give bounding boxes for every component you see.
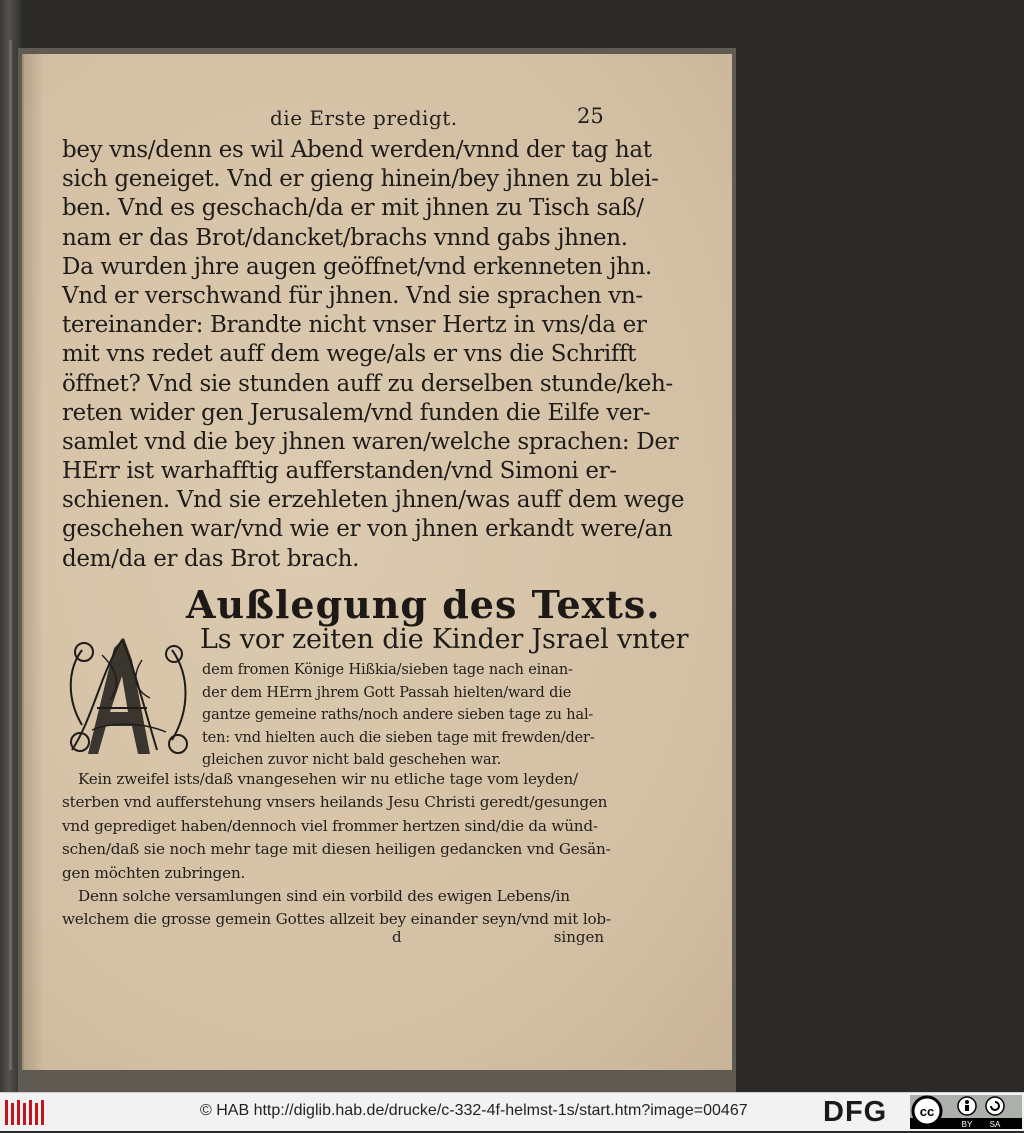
- text-line: welchem die grosse gemein Gottes allzeit bey einander seyn/vnd mit lob-: [62, 910, 611, 929]
- hab-logo-icon: [4, 1097, 48, 1127]
- text-line: samlet vnd die bey jhnen waren/welche sprachen: Der: [62, 428, 679, 455]
- text-line: Denn solche versamlungen sind ein vorbild des ewigen Lebens/in: [78, 886, 570, 905]
- text-line: ben. Vnd es geschach/da er mit jhnen zu Tisch saß/: [62, 195, 644, 222]
- by-label: BY: [961, 1120, 973, 1129]
- text-line: gen möchten zubringen.: [62, 863, 246, 882]
- first-paragraph-line: Ls vor zeiten die Kinder Jsrael vnter: [200, 624, 689, 655]
- viewer-footer: [0, 1092, 1024, 1131]
- text-line: gantze gemeine raths/noch andere sieben tage zu hal-: [202, 707, 594, 723]
- book-edge-stripe: [9, 40, 12, 1070]
- decorated-initial-a: [62, 630, 194, 768]
- text-line: sterben vnd aufferstehung vnsers heilands Jesu Christi geredt/gesungen: [62, 793, 608, 812]
- text-line: HErr ist warhafftig aufferstanden/vnd Simoni er-: [62, 458, 617, 485]
- text-line: Kein zweifel ists/daß vnangesehen wir nu etliche tage vom leyden/: [78, 770, 578, 788]
- page-gutter: [22, 54, 44, 1070]
- page-number: 25: [577, 104, 604, 128]
- text-line: schienen. Vnd sie erzehleten jhnen/was auff dem wege: [62, 487, 685, 514]
- text-line: Da wurden jhre augen geöffnet/vnd erkenneten jhn.: [62, 253, 653, 280]
- text-line: Vnd er verschwand für jhnen. Vnd sie sprachen vn-: [62, 282, 643, 309]
- text-line: geschehen war/vnd wie er von jhnen erkandt were/an: [62, 516, 673, 543]
- text-line: öffnet? Vnd sie stunden auff zu derselben stunde/keh-: [62, 370, 673, 397]
- sa-icon: [986, 1097, 1004, 1115]
- text-line: sich geneiget. Vnd er gieng hinein/bey jhnen zu blei-: [62, 166, 659, 193]
- signature-mark: d: [392, 928, 402, 946]
- section-heading: Außlegung des Texts.: [186, 582, 661, 627]
- text-line: ten: vnd hielten auch die sieben tage mit frewden/der-: [202, 729, 595, 746]
- small-paragraphs: [62, 768, 612, 932]
- text-line: gleichen zuvor nicht bald geschehen war.: [202, 752, 502, 768]
- copyright-link[interactable]: © HAB http://diglib.hab.de/drucke/c-332-4f-helmst-1s/start.htm?image=00467: [200, 1102, 748, 1119]
- cc-license-badge[interactable]: [910, 1095, 1022, 1129]
- dfg-logo: DFG: [823, 1096, 888, 1128]
- text-line: dem/da er das Brot brach.: [62, 545, 360, 572]
- catchword: singen: [553, 928, 604, 946]
- text-line: reten wider gen Jerusalem/vnd funden die Eilfe ver-: [62, 399, 651, 426]
- text-line: schen/daß sie noch mehr tage mit diesen heiligen gedancken vnd Gesän-: [62, 840, 611, 859]
- text-line: dem fromen Könige Hißkia/sieben tage nach einan-: [202, 662, 573, 678]
- body-text: [62, 136, 685, 574]
- text-line: nam er das Brot/dancket/brachs vnnd gabs jhnen.: [62, 224, 628, 251]
- page-footer-marks: [62, 928, 612, 952]
- indented-paragraph: [202, 659, 612, 772]
- text-line: tereinander: Brandte nicht vnser Hertz in vns/da er: [62, 312, 647, 339]
- text-line: mit vns redet auff dem wege/als er vns die Schrifft: [62, 341, 637, 368]
- svg-text:cc: cc: [919, 1104, 935, 1119]
- running-head: die Erste predigt.: [270, 106, 458, 130]
- text-line: vnd geprediget haben/dennoch viel frommer hertzen sind/die da wünd-: [62, 816, 598, 835]
- sa-label: SA: [989, 1120, 1001, 1129]
- text-line: der dem HErrn jhrem Gott Passah hielten/ward die: [202, 684, 572, 701]
- text-line: bey vns/denn es wil Abend werden/vnnd der tag hat: [62, 137, 652, 163]
